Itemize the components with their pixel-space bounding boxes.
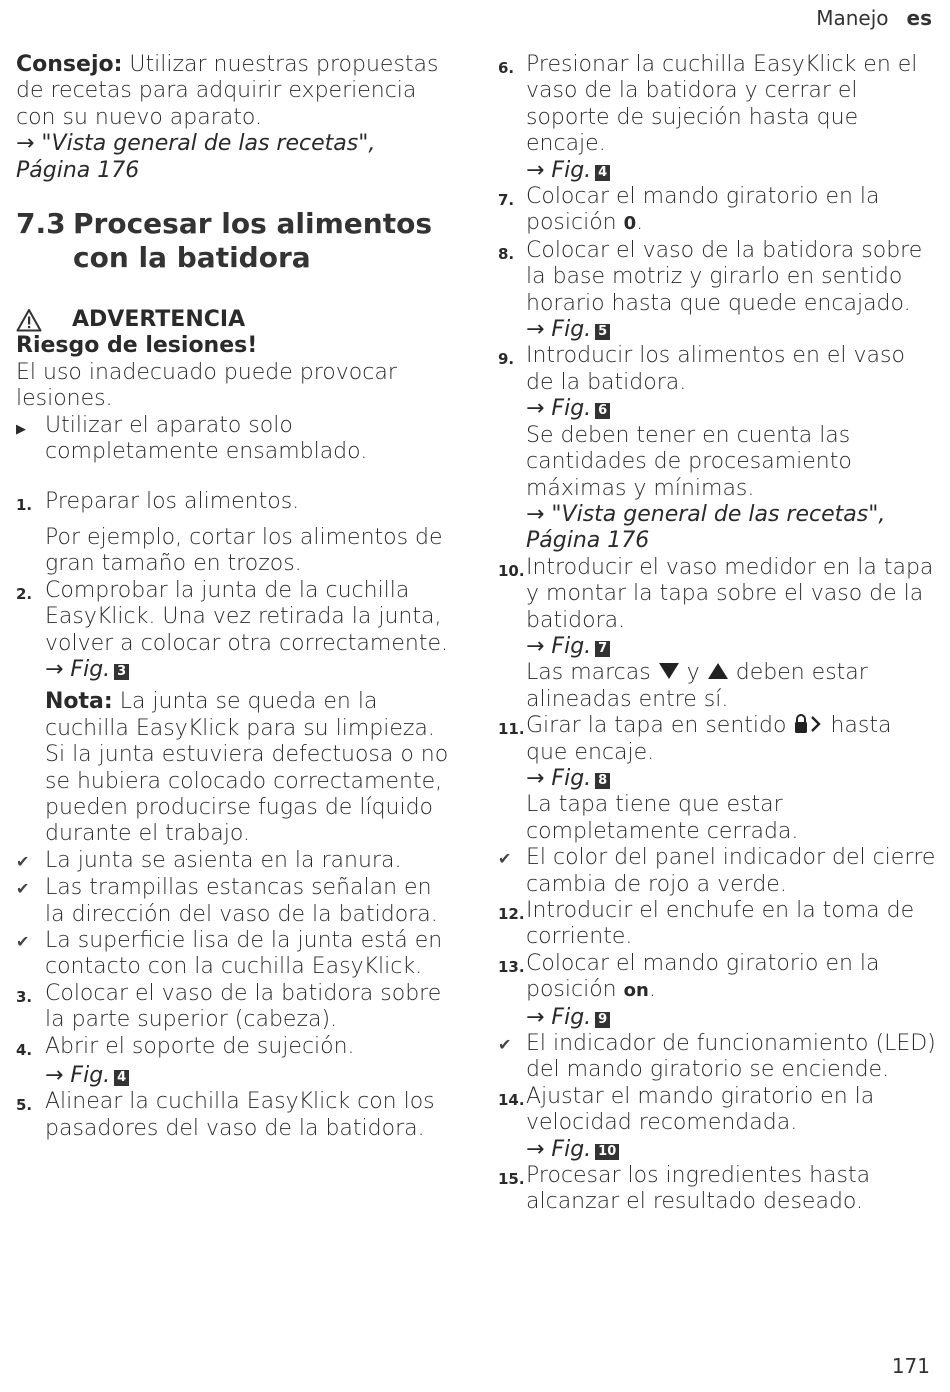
step-15: 15. Procesar los ingredientes hasta alcanzar el resultado deseado. [498,1163,871,1215]
tip-reference: → "Vista general de las recetas", Página 176 [16,131,376,183]
check-icon: ✔ [16,931,30,951]
step-2: 2. Comprobar la junta de la cuchilla EasyKlick. Una vez retirada la junta, volver a colocar otra correctamente. [16,577,448,656]
step-6: 6. Presionar la cuchilla EasyKlick en el vaso de la batidora y cerrar el soporte de sujeción hasta que encaje. [498,52,918,157]
figure-badge: 7 [595,641,610,657]
step-7: 7. Colocar el mando giratorio en la posición 0. [498,184,880,236]
tip: Consejo: Utilizar nuestras propuestas de recetas para adquirir experiencia con su nuevo aparato. [16,52,439,130]
step-14-fig: → Fig. 10 [526,1137,936,1163]
result-3: ✔ La superficie lisa de la junta está en contacto con la cuchilla EasyKlick. [16,927,443,980]
page-number: 171 [891,1354,930,1378]
step-8-fig: → Fig. 5 [526,317,936,343]
step-1: 1. Preparar los alimentos. [16,489,300,515]
right-column [498,52,936,1216]
running-header [816,6,932,30]
warning-header: ADVERTENCIA [16,307,456,333]
figure-badge: 10 [595,1144,619,1160]
lock-rotate-icon [793,713,823,735]
warning-bullet: ▶ Utilizar el aparato solo completamente ensamblado. [16,412,368,465]
note: Nota: La junta se queda en la cuchilla EasyKlick para su limpieza. Si la junta estuviera defectuosa o no se hubiera colocado correctamente, pueden producirse fugas de líquido durante el trabajo. [45,689,449,847]
warning-title: Riesgo de lesiones! [16,333,258,359]
position-on-symbol: on [623,980,649,1002]
result-1: ✔ La junta se asienta en la ranura. [16,848,456,875]
step-9: 9. Introducir los alimentos en el vaso de la batidora. [498,343,905,395]
triangle-down-icon [658,662,680,680]
header-lang: es [906,6,932,30]
check-icon: ✔ [498,1035,512,1055]
step-14: 14. Ajustar el mando giratorio en la velocidad recomendada. [498,1083,875,1136]
figure-badge: 9 [595,1012,610,1028]
section-heading: 7.3 Procesar los alimentos con la batidora [16,207,432,275]
left-column [16,52,456,1142]
step-6-fig: → Fig. 4 [526,158,936,184]
step-10: 10. Introducir el vaso medidor en la tapa y montar la tapa sobre el vaso de la batidora. [498,554,934,633]
step-10-fig: → Fig. 7 [526,634,936,660]
header-section: Manejo [816,6,889,30]
figure-badge: 3 [114,664,129,680]
triangle-bullet-icon: ▶ [16,421,26,437]
step-11: 11. Girar la tapa en sentido hasta que encaje. [498,713,892,765]
step-13-fig: → Fig. 9 [526,1005,936,1031]
step-8: 8. Colocar el vaso de la batidora sobre la base motriz y girarlo en sentido horario hasta que quede encajado. [498,237,923,316]
step-12: 12. Introducir el enchufe en la toma de corriente. [498,898,915,950]
check-icon: ✔ [16,879,30,899]
step-1-note: Por ejemplo, cortar los alimentos de gran tamaño en trozos. [45,524,443,577]
tip-label: Consejo: [16,52,123,77]
step-5: 5. Alinear la cuchilla EasyKlick con los pasadores del vaso de la batidora. [16,1089,435,1141]
result-2: ✔ Las trampillas estancas señalan en la dirección del vaso de la batidora. [16,875,438,927]
result-5: ✔ El indicador de funcionamiento (LED) del mando giratorio se enciende. [498,1031,936,1083]
step-4-fig: → Fig. 4 [45,1063,456,1089]
check-icon: ✔ [498,849,512,869]
step-10-note: Las marcas y deben estar alineadas entre sí. [526,660,868,712]
step-9-reference: → "Vista general de las recetas", Página 176 [526,501,886,554]
step-4: 4. Abrir el soporte de sujeción. [16,1033,355,1059]
warning-triangle-icon [16,308,42,332]
triangle-up-icon [707,662,729,680]
warning-text: El uso inadecuado puede provocar lesiones. [16,359,397,412]
step-2-fig: → Fig. 3 [45,657,456,683]
step-11-note: La tapa tiene que estar completamente cerrada. [526,792,799,844]
figure-badge: 4 [595,165,610,181]
figure-badge: 5 [595,324,610,340]
step-9-note: Se deben tener en cuenta las cantidades de procesamiento máximas y mínimas. [526,422,852,501]
position-zero-symbol: 0 [623,213,637,235]
figure-badge: 6 [595,403,610,419]
step-3: 3. Colocar el vaso de la batidora sobre la parte superior (cabeza). [16,980,442,1033]
check-icon: ✔ [16,851,30,871]
step-9-fig: → Fig. 6 [526,396,936,422]
figure-badge: 4 [114,1070,129,1086]
step-13: 13. Colocar el mando giratorio en la posición on. [498,950,880,1003]
step-11-fig: → Fig. 8 [526,766,936,792]
result-4: ✔ El color del panel indicador del cierre cambia de rojo a verde. [498,845,936,897]
figure-badge: 8 [595,773,610,789]
